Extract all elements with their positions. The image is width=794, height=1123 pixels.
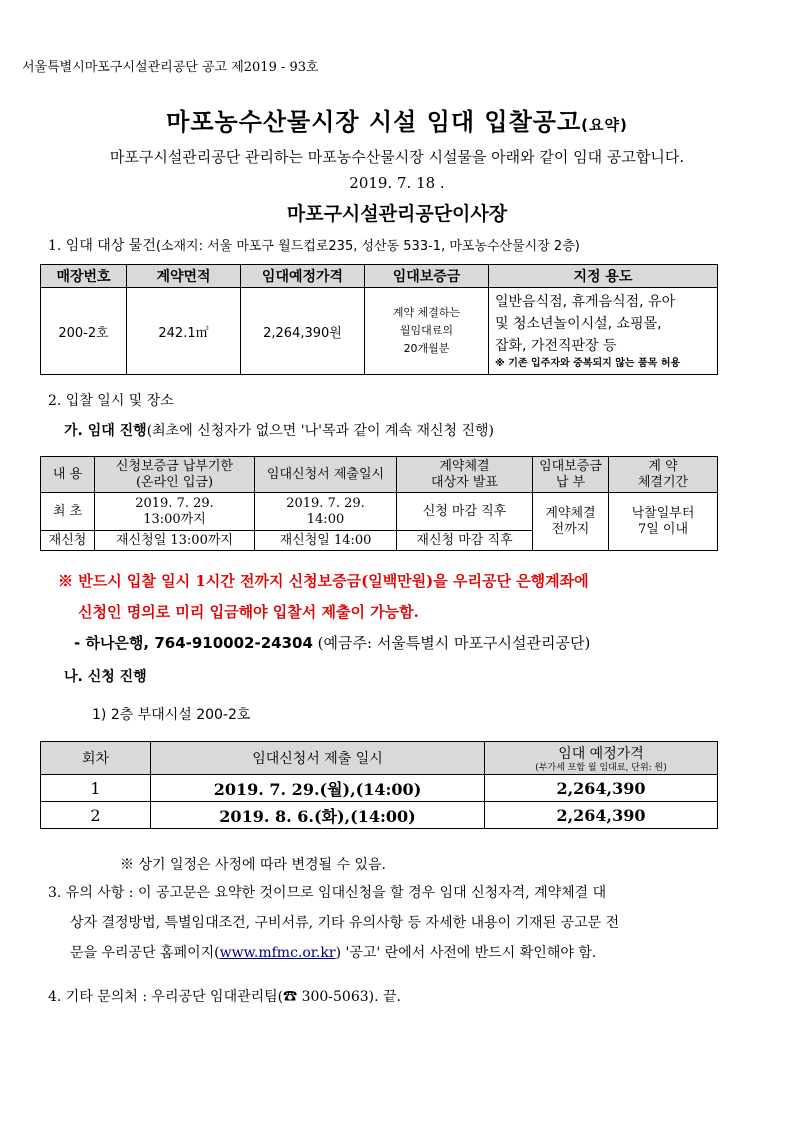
use-note: ※ 기존 입주자와 중복되지 않는 품목 허용 [495, 358, 681, 369]
schedule-table-header [41, 742, 718, 775]
property-table-header [41, 265, 718, 288]
section3-text: 문을 우리공단 홈페이지( [70, 945, 220, 961]
bid-table-header [41, 457, 718, 493]
use-line: 일반음식점, 휴게음식점, 유아 [495, 294, 676, 310]
header-line: 납 부 [555, 474, 586, 490]
col-contract-period [609, 457, 718, 493]
col-submission: 임대신청서 제출일시 [255, 457, 397, 493]
col-use: 지정 용도 [489, 265, 718, 288]
deposit-payment [533, 493, 609, 551]
row-label-first: 최 초 [41, 493, 95, 531]
first-submit [255, 493, 397, 531]
cell-line: 14:00 [306, 511, 345, 527]
col-deposit-payment [533, 457, 609, 493]
section3-line [48, 938, 768, 968]
cell-line: 낙찰일부터 [631, 505, 695, 521]
header-line: 임대보증금 [539, 458, 602, 474]
col-deposit-deadline [95, 457, 255, 493]
header-line: (온라인 입금) [135, 474, 214, 490]
cell-line: 2019. 7. 29. [135, 495, 214, 511]
section3-text: ) '공고' 란에서 사전에 반드시 확인해야 함. [335, 945, 597, 961]
col-round: 회차 [41, 742, 151, 775]
schedule-note: ※ 상기 일정은 사정에 따라 변경될 수 있음. [120, 857, 386, 873]
intro-text: 마포구시설관리공단 관리하는 마포농수산물시장 시설물을 아래와 같이 임대 공고합니다. [109, 148, 685, 166]
expected-price: 2,264,390 [485, 802, 718, 829]
section3 [48, 878, 768, 968]
sub-b-label: 나. 신청 진행 [64, 669, 147, 685]
col-store-no: 매장번호 [41, 265, 127, 288]
section3-line: 상자 결정방법, 특별임대조건, 구비서류, 기타 유의사항 등 자세한 내용이 기재된 공고문 전 [70, 915, 620, 931]
section1-heading-line [48, 235, 580, 255]
re-announce: 재신청 마감 직후 [397, 531, 533, 551]
cell-line: 13:00까지 [143, 511, 206, 527]
deposit-line: 월임대료의 [399, 324, 454, 337]
header-line: 임대 예정가격 [558, 746, 644, 762]
store-no: 200-2호 [41, 288, 127, 375]
expected-price: 2,264,390 [485, 775, 718, 802]
cell-line: 전까지 [551, 521, 590, 537]
col-price: 임대예정가격 [241, 265, 365, 288]
header-line: 신청보증금 납부기한 [115, 458, 234, 474]
table-row [41, 775, 718, 802]
cell-line: 7일 이내 [637, 521, 689, 537]
bank-account: - 하나은행, 764-910002-24304 [74, 634, 313, 652]
notice-date: 2019. 7. 18 . [349, 174, 445, 192]
area: 242.1㎡ [127, 288, 241, 375]
notice-number: 서울특별시마포구시설관리공단 공고 제2019 - 93호 [22, 60, 319, 75]
first-deposit [95, 493, 255, 531]
warning-line-1: ※ 반드시 입찰 일시 1시간 전까지 신청보증금(일백만원)을 우리공단 은행계좌에 [58, 572, 589, 590]
col-announce [397, 457, 533, 493]
re-submit: 재신청일 14:00 [255, 531, 397, 551]
table-row [41, 288, 718, 375]
use-line: 잡화, 가전직판장 등 [495, 338, 617, 354]
use-line: 및 청소년놀이시설, 쇼핑몰, [495, 316, 662, 332]
round-no: 2 [41, 802, 151, 829]
title-suffix: (요약) [581, 116, 628, 134]
header-line: 체결기간 [637, 474, 689, 490]
sub-b-item: 1) 2층 부대시설 200-2호 [92, 707, 251, 723]
round-no: 1 [41, 775, 151, 802]
bank-holder: (예금주: 서울특별시 마포구시설관리공단) [312, 634, 591, 652]
section3-line: 3. 유의 사항 : 이 공고문은 요약한 것이므로 임대신청을 할 경우 임대 신청자격, 계약체결 대 [48, 885, 607, 901]
table-row [41, 493, 718, 531]
sub-a-label: 가. 임대 진행 [64, 423, 147, 439]
submit-date: 2019. 7. 29.(월),(14:00) [151, 775, 485, 802]
bid-schedule-table [40, 456, 718, 551]
title-main: 마포농수산물시장 시설 임대 입찰공고 [166, 108, 582, 136]
section1-heading: 1. 임대 대상 물건 [48, 238, 156, 254]
contract-period [609, 493, 718, 551]
cell-line: 2019. 7. 29. [286, 495, 365, 511]
header-line: 계 약 [648, 458, 678, 474]
submit-date: 2019. 8. 6.(화),(14:00) [151, 802, 485, 829]
sub-a-line [64, 420, 494, 440]
designated-use [489, 288, 718, 375]
table-row [41, 802, 718, 829]
application-schedule-table [40, 741, 718, 829]
re-deposit: 재신청일 13:00까지 [95, 531, 255, 551]
deposit-line: 계약 체결하는 [392, 306, 461, 319]
row-label-reapply: 재신청 [41, 531, 95, 551]
section2-heading: 2. 입찰 일시 및 장소 [48, 393, 174, 409]
bank-line [74, 632, 590, 653]
col-deposit: 임대보증금 [365, 265, 489, 288]
header-line: 계약체결 [439, 458, 490, 474]
col-submit-date: 임대신청서 제출 일시 [151, 742, 485, 775]
col-area: 계약면적 [127, 265, 241, 288]
cell-line: 계약체결 [545, 505, 596, 521]
col-expected-price [485, 742, 718, 775]
col-content: 내 용 [41, 457, 95, 493]
warning-line-2: 신청인 명의로 미리 입금해야 입찰서 제출이 가능함. [78, 603, 419, 621]
issuer-name: 마포구시설관리공단이사장 [286, 203, 508, 225]
section1-location: (소재지: 서울 마포구 월드컵로235, 성산동 533-1, 마포농수산물시장 2층) [155, 239, 580, 254]
first-announce: 신청 마감 직후 [397, 493, 533, 531]
sub-a-text: (최초에 신청자가 없으면 '나'목과 같이 계속 재신청 진행) [146, 423, 494, 439]
page-title [0, 102, 794, 137]
property-table [40, 264, 718, 375]
price: 2,264,390원 [241, 288, 365, 375]
deposit-line: 20개월분 [403, 342, 450, 355]
homepage-link[interactable]: www.mfmc.or.kr [219, 945, 336, 961]
deposit-desc [365, 288, 489, 375]
header-small: (부가세 포함 월 임대료, 단위: 원) [535, 763, 667, 773]
section4: 4. 기타 문의처 : 우리공단 임대관리팀(☎ 300-5063). 끝. [48, 989, 401, 1005]
header-line: 대상자 발표 [431, 474, 498, 490]
